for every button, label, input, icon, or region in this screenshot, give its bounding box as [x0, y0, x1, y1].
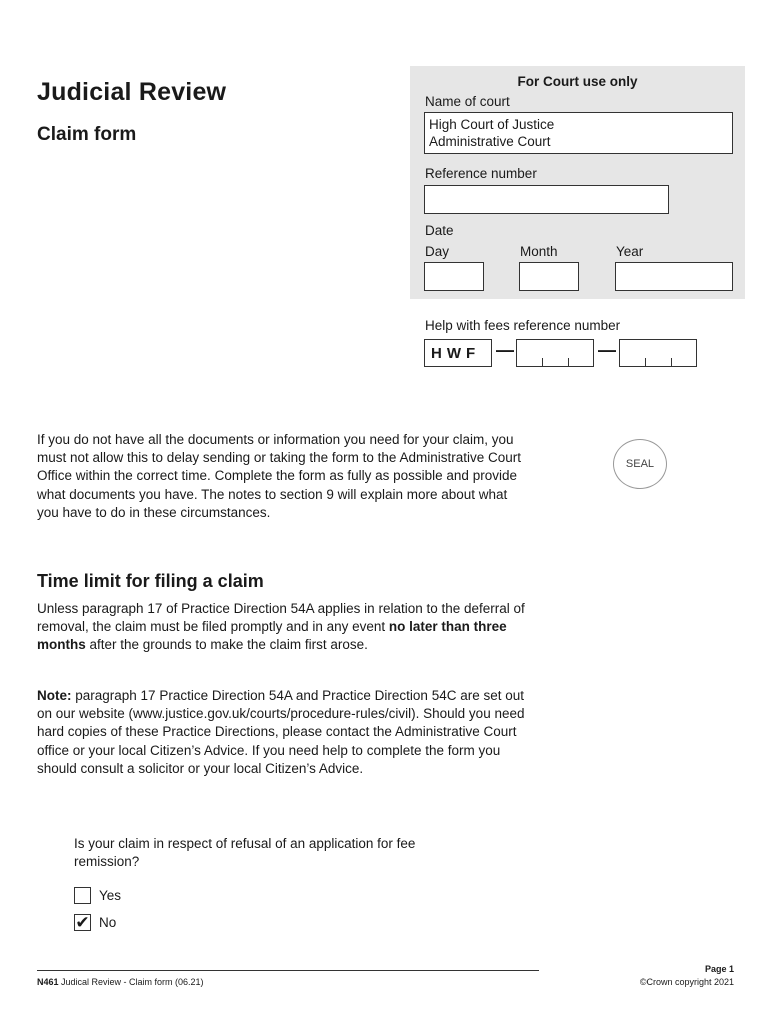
time-limit-heading: Time limit for filing a claim — [37, 571, 264, 591]
segment-divider — [542, 358, 543, 366]
time-limit-paragraph — [37, 600, 529, 655]
copyright: ©Crown copyright 2021 — [639, 977, 734, 987]
note-text: paragraph 17 Practice Direction 54A and Practice Direction 54C are set out on our website (www.justice.gov.uk/courts/procedure-rules/civil). Should you need hard copies of these Practice Directions, please contact the Administrative Court office or your local Citizen’s Advice. If you need help to complete the form you should consult a solicitor or your local Citizen’s Advice. — [37, 688, 525, 776]
help-with-fees-label: Help with fees reference number — [425, 318, 621, 333]
court-use-title: For Court use only — [517, 74, 638, 89]
time-limit-text: Unless paragraph 17 of Practice Direction 54A applies in relation to the deferral of removal, the claim must be filed promptly and in any event — [37, 601, 525, 635]
form-code: N461 — [37, 977, 59, 987]
day-field[interactable] — [424, 262, 484, 291]
name-of-court-line2: Administrative Court — [429, 134, 551, 149]
footer-form-id — [37, 977, 204, 987]
hwf-dash-2: — — [598, 340, 616, 360]
year-field[interactable] — [615, 262, 733, 291]
day-label: Day — [425, 244, 450, 259]
seal-stamp: SEAL — [613, 439, 667, 489]
note-paragraph — [37, 687, 535, 778]
segment-divider — [671, 358, 672, 366]
time-limit-text-end: after the grounds to make the claim first arose. — [85, 637, 368, 653]
note-label: Note: — [37, 688, 72, 703]
form-title: Judical Review - Claim form (06.21) — [58, 977, 204, 987]
footer-page-info — [640, 963, 734, 989]
segment-divider — [568, 358, 569, 366]
name-of-court-field[interactable] — [424, 112, 733, 154]
fee-remission-question: Is your claim in respect of refusal of an application for fee remission? — [74, 836, 416, 870]
hwf-segment-2-field[interactable] — [619, 339, 697, 367]
segment-divider — [645, 358, 646, 366]
month-label: Month — [520, 244, 558, 259]
month-field[interactable] — [519, 262, 579, 291]
intro-paragraph: If you do not have all the documents or information you need for your claim, you must not allow this to delay sending or taking the form to the Administrative Court Office within the correct time. Complete the form as fully as possible and provide what documents you have. The notes to section 9 will explain more about what you have to do in these circumstances. — [37, 432, 521, 520]
hwf-dash-1: — — [496, 340, 514, 360]
page-title: Judicial Review — [37, 78, 227, 106]
year-label: Year — [616, 244, 644, 259]
hwf-prefix-box: HWF — [424, 339, 492, 367]
yes-checkbox[interactable] — [74, 887, 91, 904]
yes-label: Yes — [99, 888, 122, 903]
hwf-segment-1-field[interactable] — [516, 339, 594, 367]
page-subtitle: Claim form — [37, 124, 137, 145]
page-number: Page 1 — [704, 964, 734, 974]
time-limit-emphasis: no later than three months — [37, 619, 507, 653]
no-label: No — [99, 915, 117, 930]
name-of-court-line1: High Court of Justice — [429, 117, 555, 132]
reference-number-label: Reference number — [425, 166, 537, 181]
reference-number-field[interactable] — [424, 185, 669, 214]
no-checkbox[interactable]: ✔ — [75, 913, 90, 932]
footer-divider — [37, 970, 539, 971]
date-label: Date — [425, 223, 454, 238]
name-of-court-label: Name of court — [425, 94, 510, 109]
